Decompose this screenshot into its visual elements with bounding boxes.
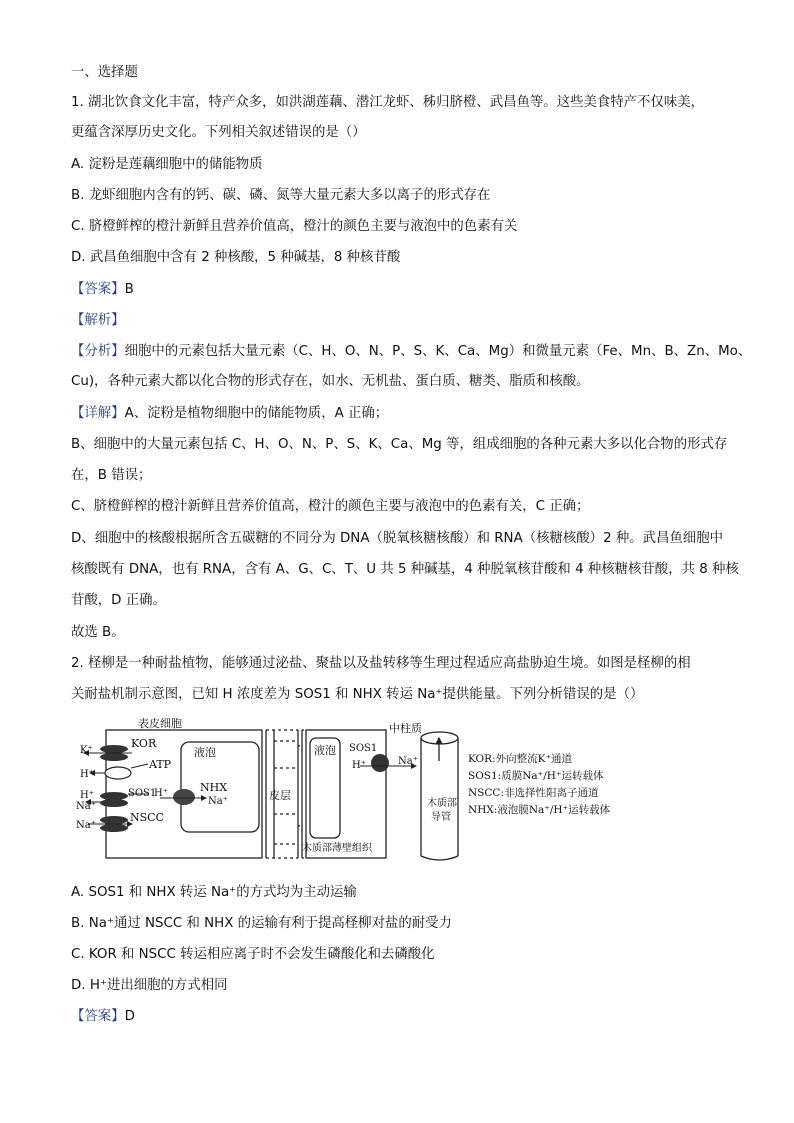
legend-nhx: NHX:液泡膜Na⁺/H⁺运转载体 [468, 804, 611, 816]
label-xylem-parenchyma: 木质部薄壁组织 [302, 843, 372, 854]
ion-h-right: H⁺ [352, 760, 366, 771]
detail-b-line1: B、细胞中的大量元素包括 C、H、O、N、P、S、K、Ca、Mg 等，组成细胞的各种元素大多以化合物的形式存 [71, 437, 728, 452]
q2-stem-line2: 关耐盐机制示意图，已知 H 浓度差为 SOS1 和 NHX 转运 Na⁺提供能量。下列分析错误的是（） [71, 687, 644, 702]
ion-na-nhx: Na⁺ [208, 796, 228, 807]
q2-option-a: A. SOS1 和 NHX 转运 Na⁺的方式均为主动运输 [71, 885, 357, 900]
q1-conclusion: 故选 B。 [71, 625, 125, 640]
xiangjie-text: A、淀粉是植物细胞中的储能物质，A 正确； [124, 406, 389, 421]
label-vacuole-right: 液泡 [314, 744, 336, 757]
label-sos1-left: SOS1 [128, 788, 157, 799]
salt-tolerance-figure [76, 716, 636, 866]
ion-h-2: H⁺ [80, 790, 94, 801]
analysis-tag: 【解析】 [71, 313, 125, 328]
legend-sos1: SOS1:质膜Na⁺/H⁺运转载体 [468, 770, 604, 782]
fenxi-row [71, 343, 751, 361]
detail-d-line2: 核酸既有 DNA，也有 RNA，含有 A、G、C、T、U 共 5 种碱基，4 种脱氧核苷酸和 4 种核糖核苷酸，共 8 种核 [71, 562, 739, 577]
ion-na-2: Na⁺ [76, 820, 96, 831]
answer-tag: 【答案】 [71, 282, 125, 297]
ion-na-right: Na⁺ [398, 756, 418, 767]
legend-kor: KOR:外向整流K⁺通道 [468, 753, 572, 765]
atp-pump [90, 764, 148, 779]
section-title: 一、选择题 [71, 65, 138, 80]
fenxi-tag: 【分析】 [71, 344, 125, 359]
fenxi-line2: Cu)，各种元素大都以化合物的形式存在，如水、无机盐、蛋白质、糖类、脂质和核酸。 [71, 374, 590, 389]
q2-option-b: B. Na⁺通过 NSCC 和 NHX 的运输有利于提高柽柳对盐的耐受力 [71, 916, 452, 931]
detail-d-line1: D、细胞中的核酸根据所含五碳糖的不同分为 DNA（脱氧核糖核酸）和 RNA（核糖核酸）2 种。武昌鱼细胞中 [71, 531, 723, 546]
q1-option-a: A. 淀粉是莲藕细胞中的储能物质 [71, 157, 263, 172]
label-nscc: NSCC [130, 811, 164, 824]
detail-d-line3: 苷酸，D 正确。 [71, 593, 166, 608]
q2-stem-line1: 2. 柽柳是一种耐盐植物，能够通过泌盐、聚盐以及盐转移等生理过程适应高盐胁迫生境。如图是柽柳的相 [71, 656, 691, 671]
ion-k: K⁺ [80, 745, 93, 756]
xiangjie-tag: 【详解】 [71, 406, 125, 421]
detail-b-line2: 在，B 错误； [71, 468, 152, 483]
label-atp: ATP [149, 758, 172, 771]
q2-answer-tag: 【答案】 [71, 1009, 125, 1024]
answer-value: B [124, 282, 134, 297]
q1-answer-row [71, 281, 134, 299]
label-nhx: NHX [200, 781, 228, 794]
ion-h-sos: H⁺ [154, 788, 168, 799]
q1-stem-line2: 更蕴含深厚历史文化。下列相关叙述错误的是（） [71, 125, 366, 140]
label-kor: KOR [131, 737, 157, 750]
label-stele: 中柱质 [389, 722, 422, 735]
fenxi-text: 细胞中的元素包括大量元素（C、H、O、N、P、S、K、Ca、Mg）和微量元素（Fe、Mn、B、Zn、Mo、 [124, 344, 752, 359]
detail-c: C、脐橙鲜榨的橙汁新鲜且营养价值高，橙汁的颜色主要与液泡中的色素有关，C 正确； [71, 499, 590, 514]
q2-answer-value: D [124, 1009, 135, 1024]
q1-option-d: D. 武昌鱼细胞中含有 2 种核酸，5 种碱基，8 种核苷酸 [71, 250, 401, 265]
label-epidermis: 表皮细胞 [138, 717, 182, 730]
q2-option-d: D. H⁺进出细胞的方式相同 [71, 978, 228, 993]
label-xylem-vessel: 木质部 [427, 798, 457, 809]
q1-option-c: C. 脐橙鲜榨的橙汁新鲜且营养价值高，橙汁的颜色主要与液泡中的色素有关 [71, 219, 518, 234]
label-vacuole-left: 液泡 [194, 746, 216, 759]
q2-option-c: C. KOR 和 NSCC 转运相应离子时不会发生磷酸化和去磷酸化 [71, 947, 435, 962]
ion-na-1: Na⁺ [76, 801, 96, 812]
xiangjie-row [71, 405, 388, 423]
label-vessel: 导管 [431, 812, 451, 823]
legend-nscc: NSCC:非选择性阳离子通道 [468, 787, 599, 799]
q2-answer-row [71, 1008, 135, 1026]
ion-h-1: H⁺ [80, 769, 94, 780]
q1-stem-line1: 1. 湖北饮食文化丰富，特产众多，如洪湖莲藕、潜江龙虾、秭归脐橙、武昌鱼等。这些美食特产不仅味美， [71, 95, 704, 110]
label-cortex: 皮层 [269, 789, 291, 802]
label-sos1-right: SOS1 [349, 743, 378, 754]
q1-option-b: B. 龙虾细胞内含有的钙、碳、磷、氮等大量元素大多以离子的形式存在 [71, 188, 491, 203]
